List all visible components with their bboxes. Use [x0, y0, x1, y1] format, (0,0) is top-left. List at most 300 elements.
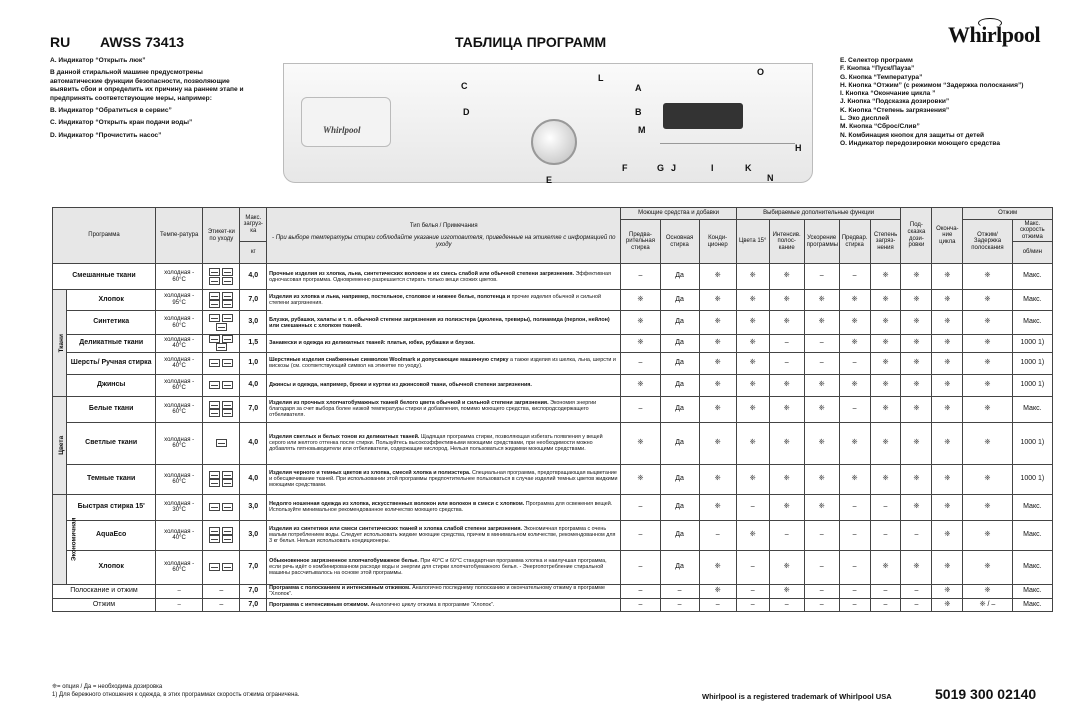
care-labels	[203, 396, 240, 422]
panel-label-c: C	[461, 81, 468, 91]
description-text: прочие изделия обычной и сильной степени загрязнения.	[269, 294, 602, 306]
footnotes	[52, 684, 299, 699]
option-cell: Макс.	[1012, 584, 1052, 598]
option-cell: –	[736, 550, 769, 584]
table-row	[53, 520, 1053, 550]
option-cell: Да	[660, 352, 699, 374]
program-temp: –	[155, 584, 202, 598]
option-cell: ❊	[932, 290, 963, 311]
th-rpm: об/мин	[1012, 242, 1052, 264]
option-cell: –	[839, 598, 870, 611]
description-bold: Прочные изделия из хлопка, льна, синтетических волокон и их смесь слабой или обычной степени загрязнения.	[269, 270, 574, 277]
option-cell: ❊	[901, 550, 932, 584]
option-cell: ❊	[932, 494, 963, 520]
option-cell: ❊	[839, 374, 870, 396]
option-cell: ❊	[621, 422, 660, 464]
option-cell: –	[839, 396, 870, 422]
th-laundry-title: Тип белья / Примечания	[409, 222, 478, 229]
option-cell: ❊	[769, 550, 804, 584]
th-laundry-note: - При выборе температуры стирки соблюдайте указание изготовителя, приведенные на этикетке с информацией по уходу	[272, 235, 616, 248]
th-spin: Отжим	[963, 208, 1053, 220]
option-cell: 1000 1)	[1012, 352, 1052, 374]
max-load: 4,0	[240, 464, 267, 494]
option-cell: –	[804, 335, 839, 353]
option-cell: ❊	[932, 464, 963, 494]
panel-label-o: O	[757, 67, 765, 77]
option-cell: ❊	[804, 290, 839, 311]
option-cell: ❊	[901, 352, 932, 374]
option-cell: ❊	[769, 396, 804, 422]
option-cell: ❊	[963, 550, 1012, 584]
program-description	[267, 520, 621, 550]
option-cell: Да	[660, 335, 699, 353]
max-load: 4,0	[240, 264, 267, 290]
program-temp: холодная - 60°C	[155, 422, 202, 464]
option-cell: ❊	[963, 464, 1012, 494]
description-bold: Блузки, рубашки, халаты и т. п. обычной степени загрязнения из полиэстера (диолена, тревиры), полиамида (перлон, нейлон) или смешанных с хлопком тканей.	[269, 316, 610, 329]
panel-label-g: G	[657, 163, 665, 173]
group-label	[53, 396, 67, 494]
option-cell: ❊	[932, 520, 963, 550]
option-cell: ❊	[736, 311, 769, 335]
care-label-icon	[209, 277, 220, 285]
option-cell: –	[804, 352, 839, 374]
option-cell: ❊	[932, 374, 963, 396]
panel-label-j: J	[671, 163, 677, 173]
program-description	[267, 264, 621, 290]
option-cell: ❊	[699, 464, 736, 494]
table-row	[53, 422, 1053, 464]
option-cell: ❊	[769, 264, 804, 290]
care-labels: –	[203, 598, 240, 611]
care-label-icon	[222, 471, 233, 479]
program-table	[52, 207, 1053, 612]
table-row	[53, 464, 1053, 494]
th-temp: Темпе-ратура	[155, 208, 202, 264]
option-cell: ❊	[870, 550, 901, 584]
option-cell: ❊	[769, 374, 804, 396]
care-label-icon	[209, 527, 220, 535]
option-cell: Макс.	[1012, 520, 1052, 550]
program-name: AquaEco	[67, 520, 156, 550]
care-label-icon	[222, 535, 233, 543]
option-cell: –	[839, 264, 870, 290]
panel-label-e: E	[546, 175, 553, 185]
option-cell: ❊	[901, 396, 932, 422]
option-cell: –	[769, 335, 804, 353]
table-row	[53, 494, 1053, 520]
max-load: 7,0	[240, 584, 267, 598]
max-load: 7,0	[240, 396, 267, 422]
option-cell: –	[699, 520, 736, 550]
th-mainwash: Основная стирка	[660, 220, 699, 264]
indicator-d: D. Индикатор “Прочистить насос”	[50, 131, 162, 139]
program-name: Быстрая стирка 15'	[67, 494, 156, 520]
max-load: 7,0	[240, 598, 267, 611]
option-cell: –	[839, 352, 870, 374]
option-cell: ❊	[870, 311, 901, 335]
th-dose: Под-сказка дози-ровки	[901, 208, 932, 264]
option-cell: ❊	[870, 422, 901, 464]
care-label-icon	[222, 359, 233, 367]
panel-legend	[840, 57, 1055, 148]
option-cell: ❊	[804, 464, 839, 494]
care-label-icon	[222, 292, 233, 300]
th-kg: кг	[240, 242, 267, 264]
indicator-a: A. Индикатор “Открыть люк”	[50, 57, 146, 64]
option-cell: Макс.	[1012, 264, 1052, 290]
legend-l: L. Эко дисплей	[840, 115, 890, 123]
legend-f: F. Кнопка “Пуск/Пауза”	[840, 65, 915, 73]
th-laundry	[267, 208, 621, 264]
care-labels	[203, 520, 240, 550]
th-prewash-opt: Предвар. стирка	[839, 220, 870, 264]
option-cell: –	[870, 584, 901, 598]
option-cell: ❊	[699, 584, 736, 598]
option-cell: ❊	[804, 396, 839, 422]
description-text: а также изделия из шелка, льна, шерсти и вискозы (см. соответствующий символ на этикетке по уходу).	[269, 357, 616, 370]
option-cell: ❊	[699, 494, 736, 520]
panel-label-i: I	[711, 163, 714, 173]
care-labels	[203, 422, 240, 464]
option-cell: –	[660, 598, 699, 611]
option-cell: ❊	[901, 290, 932, 311]
th-softener: Конди-ционер	[699, 220, 736, 264]
program-description	[267, 290, 621, 311]
care-labels	[203, 311, 240, 335]
program-name: Деликатные ткани	[67, 335, 156, 353]
option-cell: ❊	[901, 311, 932, 335]
option-cell: ❊	[932, 422, 963, 464]
program-name: Белые ткани	[67, 396, 156, 422]
care-label-icon	[209, 292, 220, 300]
table-row	[53, 550, 1053, 584]
option-cell: ❊	[804, 494, 839, 520]
option-cell: ❊	[699, 264, 736, 290]
option-cell: Да	[660, 520, 699, 550]
option-cell: –	[839, 520, 870, 550]
program-description	[267, 396, 621, 422]
option-cell: Макс.	[1012, 396, 1052, 422]
panel-label-d: D	[463, 107, 470, 117]
option-cell: ❊	[699, 422, 736, 464]
option-cell: ❊	[870, 335, 901, 353]
care-label-icon	[209, 300, 220, 308]
description-text: Эффективная одночасовая программа. Одновременно разрешается стирать только вещи схожих цветов.	[269, 270, 611, 283]
table-row	[53, 374, 1053, 396]
safety-intro: В данной стиральной машине предусмотрены автоматические функции безопасности, позволяющие выявить сбои и определить их причину на раннем этапе и предпринять соответствующие меры, например:	[50, 69, 244, 102]
description-bold: Изделия светлых и белых тонов из деликатных тканей.	[269, 434, 420, 441]
option-cell: Да	[660, 550, 699, 584]
option-cell: –	[804, 584, 839, 598]
care-label-icon	[209, 535, 220, 543]
program-name: Хлопок	[67, 550, 156, 584]
option-cell: ❊	[699, 374, 736, 396]
option-cell: ❊	[804, 422, 839, 464]
table-row	[53, 598, 1053, 611]
panel-button-row	[660, 143, 795, 153]
th-options: Выбираемые дополнительные функции	[736, 208, 901, 220]
care-label-icon	[209, 381, 220, 389]
option-cell: ❊	[736, 422, 769, 464]
table-row	[53, 264, 1053, 290]
program-description	[267, 374, 621, 396]
option-cell: Макс.	[1012, 311, 1052, 335]
option-cell: –	[699, 598, 736, 611]
option-cell: –	[769, 352, 804, 374]
program-temp: холодная - 95°C	[155, 290, 202, 311]
description-bold: Недолго ношенная одежда из хлопка, искусственных волокон или волокон в смеси с хлопком.	[269, 501, 525, 508]
option-cell: ❊	[839, 422, 870, 464]
option-cell: ❊	[699, 335, 736, 353]
legend-k: K. Кнопка “Степень загрязнения”	[840, 106, 950, 114]
table-row	[53, 335, 1053, 353]
option-cell: –	[839, 550, 870, 584]
option-cell: Макс.	[1012, 494, 1052, 520]
option-cell: –	[901, 584, 932, 598]
program-temp: –	[155, 598, 202, 611]
legend-e: E. Селектор программ	[840, 57, 913, 64]
trademark-note: Whirlpool is a registered trademark of Whirlpool USA	[702, 692, 892, 701]
option-cell: –	[621, 520, 660, 550]
th-label: Этикет-ки по уходу	[203, 208, 240, 264]
description-bold: Изделия из синтетики или смеси синтетических тканей и хлопка слабой степени загрязнения.	[269, 526, 522, 533]
program-temp: холодная - 60°C	[155, 311, 202, 335]
option-cell: ❊	[870, 464, 901, 494]
option-cell: –	[870, 520, 901, 550]
program-description	[267, 311, 621, 335]
table-row	[53, 396, 1053, 422]
program-selector-knob	[531, 119, 577, 165]
option-cell: ❊	[963, 584, 1012, 598]
option-cell: ❊	[932, 264, 963, 290]
indicator-b: B. Индикатор “Обратиться в сервис”	[50, 107, 172, 115]
care-label-icon	[222, 563, 233, 571]
option-cell: –	[736, 584, 769, 598]
panel-display	[663, 103, 743, 129]
option-cell: ❊	[963, 494, 1012, 520]
option-cell: Макс.	[1012, 290, 1052, 311]
program-table-body	[53, 264, 1053, 612]
program-name: Синтетика	[67, 311, 156, 335]
program-temp: холодная - 30°C	[155, 494, 202, 520]
description-text: Программа для освежения вещей. Используйте минимальное рекомендованное количество моющего средства.	[269, 501, 613, 514]
option-cell: Да	[660, 494, 699, 520]
option-cell: –	[804, 264, 839, 290]
program-temp: холодная - 60°C	[155, 550, 202, 584]
legend-g: G. Кнопка “Температура”	[840, 73, 923, 81]
group-label-text: Экономичная	[70, 517, 78, 562]
option-cell: Да	[660, 396, 699, 422]
description-text: Аналогично последнему полосканию и окончательному отжиму в программе “Хлопок”.	[269, 585, 605, 598]
language-code: RU	[50, 34, 71, 50]
option-cell: ❊	[839, 311, 870, 335]
option-cell: ❊	[839, 335, 870, 353]
indicator-c: C. Индикатор “Открыть кран подачи воды”	[50, 119, 193, 127]
option-cell: ❊	[621, 311, 660, 335]
whirlpool-logo: Whirlpool	[948, 22, 1058, 48]
th-speedup: Ускорение программы	[804, 220, 839, 264]
care-labels	[203, 464, 240, 494]
care-label-icon	[209, 335, 220, 343]
max-load: 4,0	[240, 374, 267, 396]
description-bold: Изделия из хлопка и льна, например, постельное, столовое и нижнее белье, полотенца и	[269, 294, 511, 300]
option-cell: ❊	[699, 352, 736, 374]
program-description	[267, 464, 621, 494]
option-cell: ❊	[699, 396, 736, 422]
option-cell: ❊	[901, 264, 932, 290]
care-label-icon	[222, 527, 233, 535]
option-cell: ❊	[736, 335, 769, 353]
option-cell: ❊ / –	[963, 598, 1012, 611]
care-labels	[203, 550, 240, 584]
option-cell: 1000 1)	[1012, 374, 1052, 396]
max-load: 1,5	[240, 335, 267, 353]
care-label-icon	[209, 503, 220, 511]
panel-brand: Whirlpool	[323, 125, 361, 135]
care-label-icon	[222, 409, 233, 417]
option-cell: ❊	[870, 352, 901, 374]
care-label-icon	[216, 439, 227, 447]
panel-label-m: M	[638, 125, 646, 135]
description-text: Аналогично циклу отжима в программе “Хлопок”.	[369, 601, 495, 608]
care-label-icon	[209, 268, 220, 276]
model-number: AWSS 73413	[100, 34, 185, 50]
footnote-1: 1) Для бережного отношения к одежда, в этих программах скорость отжима ограничена.	[52, 691, 300, 698]
th-rinse-hold: Отжим/ Задержка полоскания	[963, 220, 1012, 264]
option-cell: –	[769, 598, 804, 611]
description-bold: Занавески и одежда из деликатных тканей: платья, юбки, рубашки и блузки.	[269, 340, 475, 347]
option-cell: ❊	[963, 290, 1012, 311]
max-load: 3,0	[240, 520, 267, 550]
program-name: Шерсть/ Ручная стирка	[67, 352, 156, 374]
description-text: Экономия энергии благодаря за счет выбора более низкой температуры стирки и добавления, помимо моющего средства, кислородсодержащего отбеливателя.	[269, 400, 597, 419]
th-intensive: Интенсив. полос-кание	[769, 220, 804, 264]
footnote-legend: ❊= опция / Да = необходима дозировка	[52, 684, 163, 690]
option-cell: 1000 1)	[1012, 422, 1052, 464]
th-end: Оконча-ние цикла	[932, 208, 963, 264]
option-cell: –	[839, 494, 870, 520]
option-cell: –	[870, 494, 901, 520]
option-cell: –	[804, 550, 839, 584]
max-load: 1,0	[240, 352, 267, 374]
option-cell: ❊	[736, 264, 769, 290]
table-row	[53, 352, 1053, 374]
legend-i: I. Кнопка “Окончание цикла ”	[840, 90, 936, 98]
option-cell: –	[621, 550, 660, 584]
option-cell: ❊	[621, 335, 660, 353]
program-description	[267, 584, 621, 598]
care-label-icon	[209, 409, 220, 417]
program-description	[267, 422, 621, 464]
program-name: Темные ткани	[67, 464, 156, 494]
program-description	[267, 335, 621, 353]
program-description	[267, 494, 621, 520]
program-temp: холодная - 40°C	[155, 335, 202, 353]
option-cell: ❊	[901, 422, 932, 464]
option-cell: –	[901, 520, 932, 550]
option-cell: ❊	[932, 396, 963, 422]
max-load: 7,0	[240, 550, 267, 584]
care-label-icon	[216, 323, 227, 331]
option-cell: ❊	[932, 335, 963, 353]
program-temp: холодная - 60°C	[155, 374, 202, 396]
option-cell: ❊	[963, 352, 1012, 374]
program-description	[267, 550, 621, 584]
description-text: При 40°C и 60°C стандартная программа хлопка и наилучшая программа, если речь идёт о комбинированном расходе воды и энергии для стирки хлопчатобумажного белья. - Энергопотребление стиральной машины рассчитывалось на основе этой программы.	[269, 558, 607, 577]
option-cell: ❊	[839, 290, 870, 311]
care-label-icon	[222, 381, 233, 389]
program-description	[267, 598, 621, 611]
group-label	[53, 494, 78, 584]
option-cell: ❊	[621, 374, 660, 396]
care-label-icon	[209, 479, 220, 487]
option-cell: ❊	[736, 464, 769, 494]
option-cell: ❊	[621, 464, 660, 494]
description-bold: Обыкновенное загрязненное хлопчатобумажное белье.	[269, 558, 419, 565]
option-cell: ❊	[769, 494, 804, 520]
option-cell: Макс.	[1012, 598, 1052, 611]
legend-j: J. Кнопка “Подсказка дозировки”	[840, 98, 950, 106]
option-cell: ❊	[839, 464, 870, 494]
page-title: ТАБЛИЦА ПРОГРАММ	[455, 34, 607, 50]
description-text: Экономичная программа с очень малым потреблением воды. Следует использовать жидкие моющие средства, причем в минимальном количестве, рекомендованном для 3 кг белья. Нельзя использовать кондиционеры.	[269, 526, 616, 545]
option-cell: –	[769, 520, 804, 550]
th-max-load: Макс. загруз-ка	[240, 208, 267, 242]
option-cell: ❊	[901, 374, 932, 396]
indicator-info	[50, 57, 250, 144]
option-cell: ❊	[769, 422, 804, 464]
program-temp: холодная - 60°C	[155, 396, 202, 422]
option-cell: –	[621, 264, 660, 290]
option-cell: –	[736, 494, 769, 520]
description-bold: Джинсы и одежда, например, брюки и куртки из джинсовой ткани, обычной степени загрязнения.	[269, 382, 532, 389]
care-label-icon	[222, 314, 233, 322]
option-cell: ❊	[736, 396, 769, 422]
option-cell: Да	[660, 264, 699, 290]
table-row	[53, 290, 1053, 311]
program-temp: холодная - 60°C	[155, 264, 202, 290]
table-row	[53, 311, 1053, 335]
care-label-icon	[222, 479, 233, 487]
option-cell: ❊	[963, 374, 1012, 396]
program-name: Хлопок	[67, 290, 156, 311]
option-cell: –	[621, 584, 660, 598]
option-cell: ❊	[901, 494, 932, 520]
option-cell: –	[621, 352, 660, 374]
care-label-icon	[209, 359, 220, 367]
option-cell: ❊	[769, 290, 804, 311]
th-program: Программа	[53, 208, 156, 264]
panel-label-a: A	[635, 83, 642, 93]
option-cell: ❊	[870, 264, 901, 290]
document-code: 5019 300 02140	[935, 686, 1037, 702]
option-cell: ❊	[621, 290, 660, 311]
option-cell: ❊	[901, 335, 932, 353]
option-cell: ❊	[736, 520, 769, 550]
option-cell: ❊	[736, 374, 769, 396]
option-cell: ❊	[736, 290, 769, 311]
care-label-icon	[222, 277, 233, 285]
option-cell: Да	[660, 422, 699, 464]
option-cell: 1000 1)	[1012, 464, 1052, 494]
option-cell: ❊	[963, 311, 1012, 335]
option-cell: ❊	[932, 550, 963, 584]
option-cell: ❊	[963, 396, 1012, 422]
option-cell: –	[804, 598, 839, 611]
option-cell: Да	[660, 374, 699, 396]
option-cell: –	[621, 494, 660, 520]
